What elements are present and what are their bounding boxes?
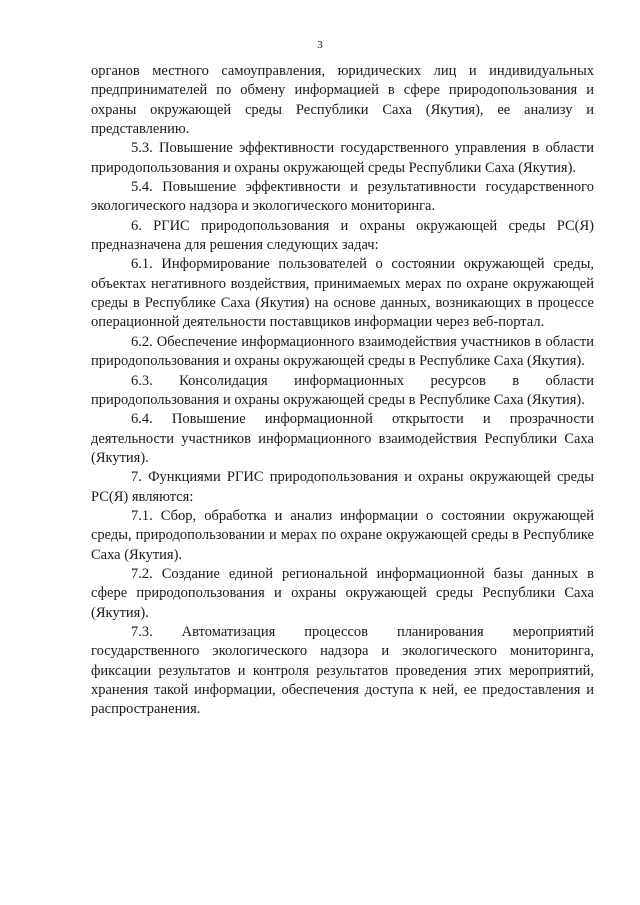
paragraph-6: 6. РГИС природопользования и охраны окружающей среды РС(Я) предназначена для решения следующих задач:: [91, 217, 594, 254]
paragraph-5-3: 5.3. Повышение эффективности государственного управления в области природопользования и охраны окружающей среды Республики Саха (Якутия).: [91, 140, 594, 176]
paragraph-7-1: 7.1. Сбор, обработка и анализ информации о состоянии окружающей среды, природопользовании и мерах по охране окружающей среды в Республике Саха (Якутия).: [91, 507, 594, 563]
paragraph-7-3: 7.3. Автоматизация процессов планирования мероприятий государственного экологического надзора и экологического мониторинга, фиксации результатов и контроля результатов проведения этих мероприятий, хранения такой информации, обеспечения доступа к ней, ее предоставления и распространения.: [91, 623, 594, 718]
page-number: 3: [317, 39, 323, 51]
paragraph-5-4: 5.4. Повышение эффективности и результативности государственного экологического надзора и экологического мониторинга.: [91, 179, 594, 215]
paragraph-6-2: 6.2. Обеспечение информационного взаимодействия участников в области природопользования и охраны окружающей среды в Республике Саха (Якутия).: [91, 333, 594, 370]
paragraph-continuation: органов местного самоуправления, юридических лиц и индивидуальных предпринимателей по обмену информацией в сфере природопользования и охраны окружающей среды Республики Саха (Якутия), ее анализу и представлению.: [91, 63, 594, 138]
paragraph-6-1: 6.1. Информирование пользователей о состоянии окружающей среды, объектах негативного воздействия, принимаемых мерах по охране окружающей среды в Республике Саха (Якутия) на основе данных, возникающих в процессе операционной деятельности поставщиков информации через веб-портал.: [91, 256, 594, 331]
paragraph-7: 7. Функциями РГИС природопользования и охраны окружающей среды РС(Я) являются:: [91, 469, 594, 505]
paragraph-7-2: 7.2. Создание единой региональной информационной базы данных в сфере природопользования и охраны окружающей среды Республики Саха (Якутия).: [91, 565, 594, 621]
paragraph-6-3: 6.3. Консолидация информационных ресурсов в области природопользования и охраны окружающей среды в Республике Саха (Якутия).: [91, 372, 594, 408]
paragraph-6-4: 6.4. Повышение информационной открытости и прозрачности деятельности участников информационного взаимодействия Республики Саха (Якутия).: [91, 411, 594, 466]
document-body: [91, 62, 594, 720]
